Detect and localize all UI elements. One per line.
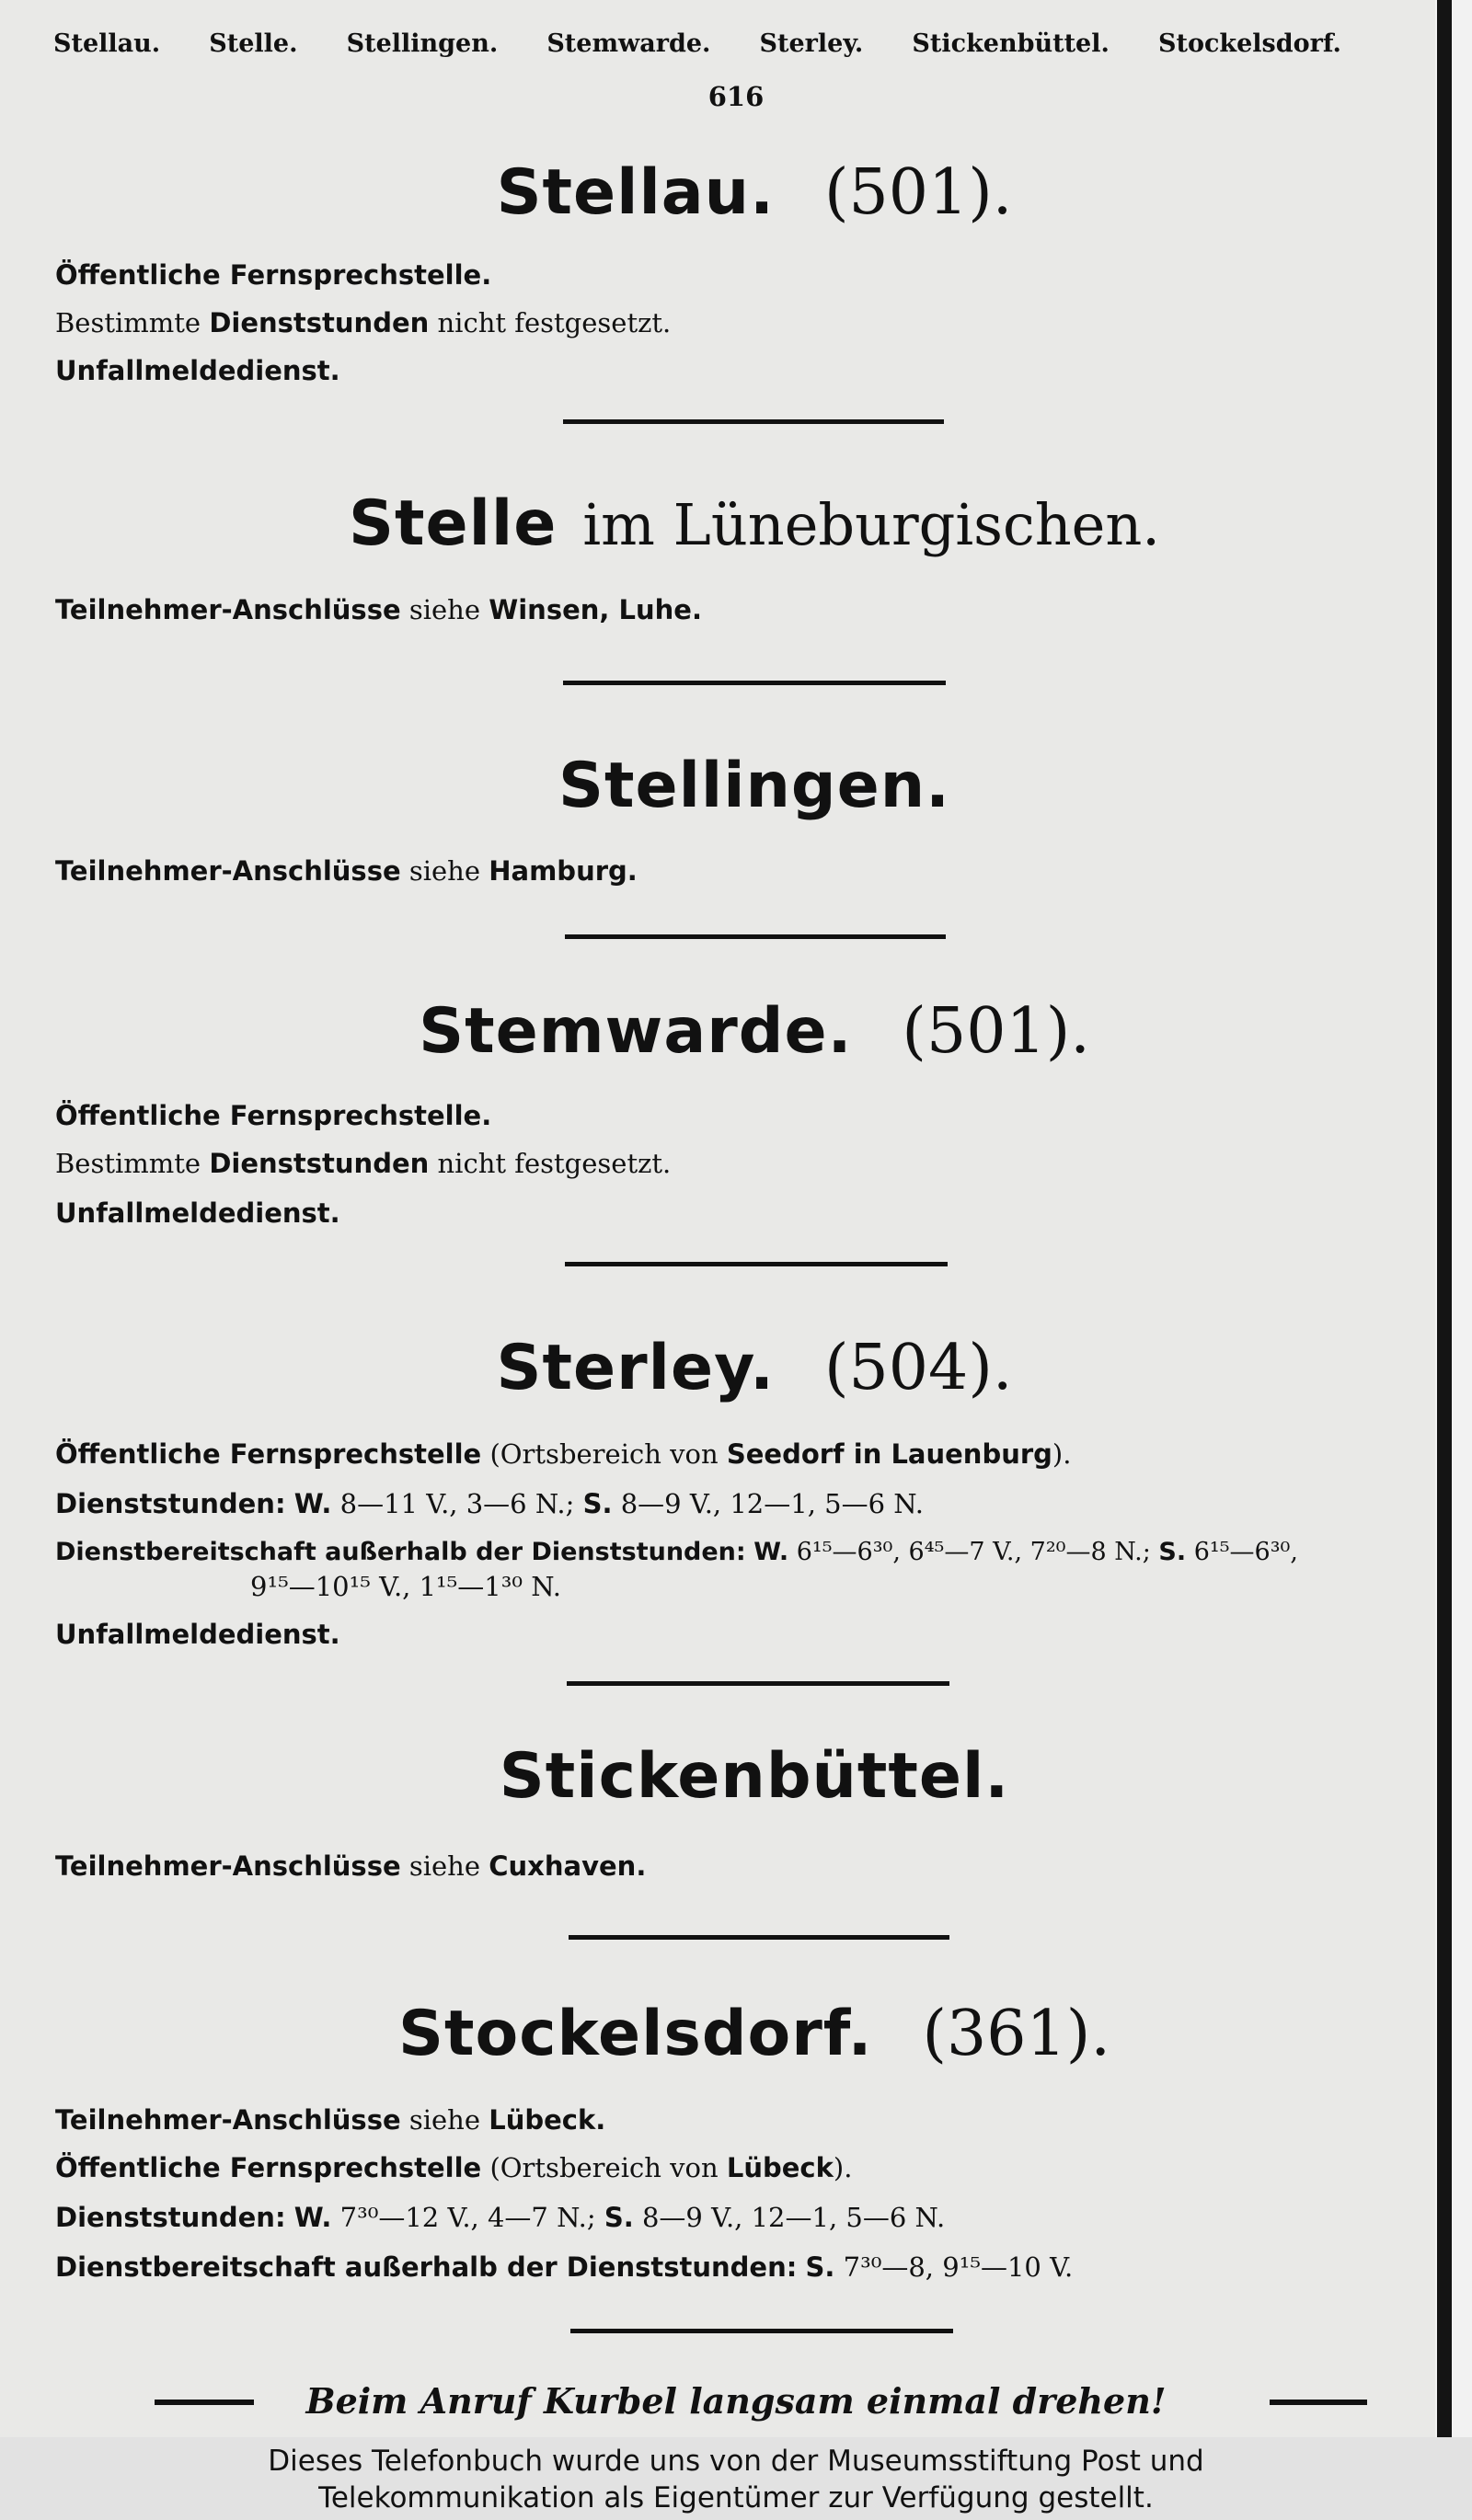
entry-text: 9¹⁵—10¹⁵ V., 1¹⁵—1³⁰ N. xyxy=(250,1571,561,1602)
entry-line xyxy=(55,1438,1071,1470)
entry-line xyxy=(250,1571,561,1602)
entry-text: W. xyxy=(293,1488,332,1519)
entry-text: W. xyxy=(753,1538,789,1566)
header-item: Stellingen. xyxy=(346,29,499,58)
section-title-stickenbuettel xyxy=(0,1740,1472,1813)
entry-text: 8—9 V., 12—1, 5—6 N. xyxy=(620,1488,924,1519)
entry-text: S. xyxy=(582,1488,613,1519)
entry-text: Cuxhaven. xyxy=(489,1850,647,1882)
entry-text: Teilnehmer-Anschlüsse xyxy=(55,855,401,887)
area-code: (501). xyxy=(823,156,1013,229)
entry-text: 6¹⁵—6³⁰, 6⁴⁵—7 V., 7²⁰—8 N.; xyxy=(796,1538,1151,1566)
section-divider xyxy=(565,934,946,939)
section-title-stellingen xyxy=(0,750,1472,822)
entry-text: (Ortsbereich von xyxy=(489,2152,719,2183)
page-edge xyxy=(1437,0,1452,2437)
entry-text: S. xyxy=(1158,1538,1187,1566)
entry-line xyxy=(55,1488,924,1519)
entry-line xyxy=(55,2251,1073,2283)
entry-text: S. xyxy=(604,2202,634,2233)
entry-line xyxy=(55,2104,605,2136)
entry-text: Öffentliche Fernsprechstelle. xyxy=(55,259,492,291)
entry-text: nicht festgesetzt. xyxy=(437,1148,672,1179)
footer-slogan: Beim Anruf Kurbel langsam einmal drehen! xyxy=(305,2380,1167,2422)
entry-text: Unfallmeldedienst. xyxy=(55,1619,340,1650)
area-code: (504). xyxy=(824,1332,1013,1404)
entry-text: siehe xyxy=(408,594,481,625)
section-divider xyxy=(570,2329,953,2333)
entry-text: Dienststunden xyxy=(209,307,430,338)
entry-line xyxy=(55,855,638,887)
header-item: Stellau. xyxy=(53,29,161,58)
entry-line xyxy=(55,1850,646,1882)
entry-text: Bestimmte xyxy=(55,307,201,338)
section-divider xyxy=(563,681,946,685)
entry-line xyxy=(55,259,491,291)
entry-text: 7³⁰—8, 9¹⁵—10 V. xyxy=(843,2251,1074,2283)
entry-text: (Ortsbereich von xyxy=(489,1438,719,1470)
entry-text: Öffentliche Fernsprechstelle. xyxy=(55,1100,492,1131)
entry-line xyxy=(55,1197,340,1229)
entry-text: Öffentliche Fernsprechstelle xyxy=(55,1438,482,1470)
entry-text: Teilnehmer-Anschlüsse xyxy=(55,2104,401,2136)
entry-text: 6¹⁵—6³⁰, xyxy=(1193,1538,1298,1566)
place-name: Stickenbüttel. xyxy=(499,1740,1010,1813)
entry-text: Dienstbereitschaft außerhalb der Dienststunden: xyxy=(55,2251,798,2283)
entry-text: Hamburg. xyxy=(489,855,638,887)
header-item: Stemwarde. xyxy=(546,29,711,58)
section-divider xyxy=(567,1681,949,1686)
entry-text: nicht festgesetzt. xyxy=(437,307,672,338)
entry-text: ). xyxy=(833,2152,853,2183)
entry-text: 7³⁰—12 V., 4—7 N.; xyxy=(339,2202,596,2233)
entry-text: Seedorf in Lauenburg xyxy=(726,1438,1052,1470)
entry-text: Öffentliche Fernsprechstelle xyxy=(55,2152,482,2183)
running-header xyxy=(53,29,1341,58)
provenance-notice xyxy=(0,2437,1472,2520)
entry-text: Dienstbereitschaft außerhalb der Dienststunden: xyxy=(55,1538,746,1566)
place-name: Stemwarde. xyxy=(419,995,853,1068)
place-name: Stelle xyxy=(349,487,558,560)
entry-text: Dienststunden xyxy=(209,1148,430,1179)
section-divider xyxy=(565,1262,948,1266)
entry-text: Teilnehmer-Anschlüsse xyxy=(55,594,401,625)
entry-text: siehe xyxy=(408,2104,481,2136)
entry-line xyxy=(55,2202,945,2233)
place-name: Sterley. xyxy=(496,1332,775,1404)
entry-line xyxy=(55,1148,671,1179)
entry-text: Dienststunden: xyxy=(55,2202,286,2233)
entry-text: Lübeck. xyxy=(489,2104,606,2136)
entry-text: siehe xyxy=(408,1850,481,1882)
area-code: (361). xyxy=(922,1998,1110,2070)
section-title-stelle xyxy=(0,487,1472,560)
entry-line xyxy=(55,594,702,625)
section-title-sterley xyxy=(0,1332,1472,1404)
entry-text: Winsen, Luhe. xyxy=(489,594,702,625)
notice-line: Dieses Telefonbuch wurde uns von der Museumsstiftung Post und xyxy=(268,2445,1204,2478)
entry-text: 8—11 V., 3—6 N.; xyxy=(339,1488,575,1519)
entry-line xyxy=(55,1538,1298,1566)
header-item: Sterley. xyxy=(759,29,864,58)
entry-text: 8—9 V., 12—1, 5—6 N. xyxy=(641,2202,946,2233)
place-name: Stellau. xyxy=(496,156,775,229)
entry-text: siehe xyxy=(408,855,481,887)
header-item: Stockelsdorf. xyxy=(1157,29,1341,58)
entry-text: W. xyxy=(293,2202,332,2233)
entry-line xyxy=(55,1100,491,1131)
entry-line xyxy=(55,1619,340,1650)
place-name: Stellingen. xyxy=(558,750,950,822)
entry-line xyxy=(55,355,340,386)
place-name: Stockelsdorf. xyxy=(398,1998,873,2070)
notice-line: Telekommunikation als Eigentümer zur Verfügung gestellt. xyxy=(318,2481,1154,2514)
entry-text: Dienststunden: xyxy=(55,1488,286,1519)
header-item: Stelle. xyxy=(209,29,298,58)
entry-text: Bestimmte xyxy=(55,1148,201,1179)
entry-text: Unfallmeldedienst. xyxy=(55,355,340,386)
section-divider xyxy=(563,419,944,424)
slogan-dash-right xyxy=(1270,2400,1367,2405)
page-number: 616 xyxy=(707,81,765,112)
entry-text: Lübeck xyxy=(726,2152,834,2183)
section-divider xyxy=(569,1935,949,1940)
entry-text: Teilnehmer-Anschlüsse xyxy=(55,1850,401,1882)
section-title-stockelsdorf xyxy=(0,1998,1472,2070)
header-item: Stickenbüttel. xyxy=(912,29,1110,58)
area-code: (501). xyxy=(902,995,1090,1068)
entry-text: ). xyxy=(1052,1438,1072,1470)
section-title-stellau xyxy=(0,156,1472,229)
section-title-stemwarde xyxy=(0,995,1472,1068)
entry-line xyxy=(55,2152,852,2183)
place-subtitle: im Lüneburgischen. xyxy=(582,491,1160,558)
entry-line xyxy=(55,307,671,338)
entry-text: S. xyxy=(805,2251,835,2283)
entry-text: Unfallmeldedienst. xyxy=(55,1197,340,1229)
